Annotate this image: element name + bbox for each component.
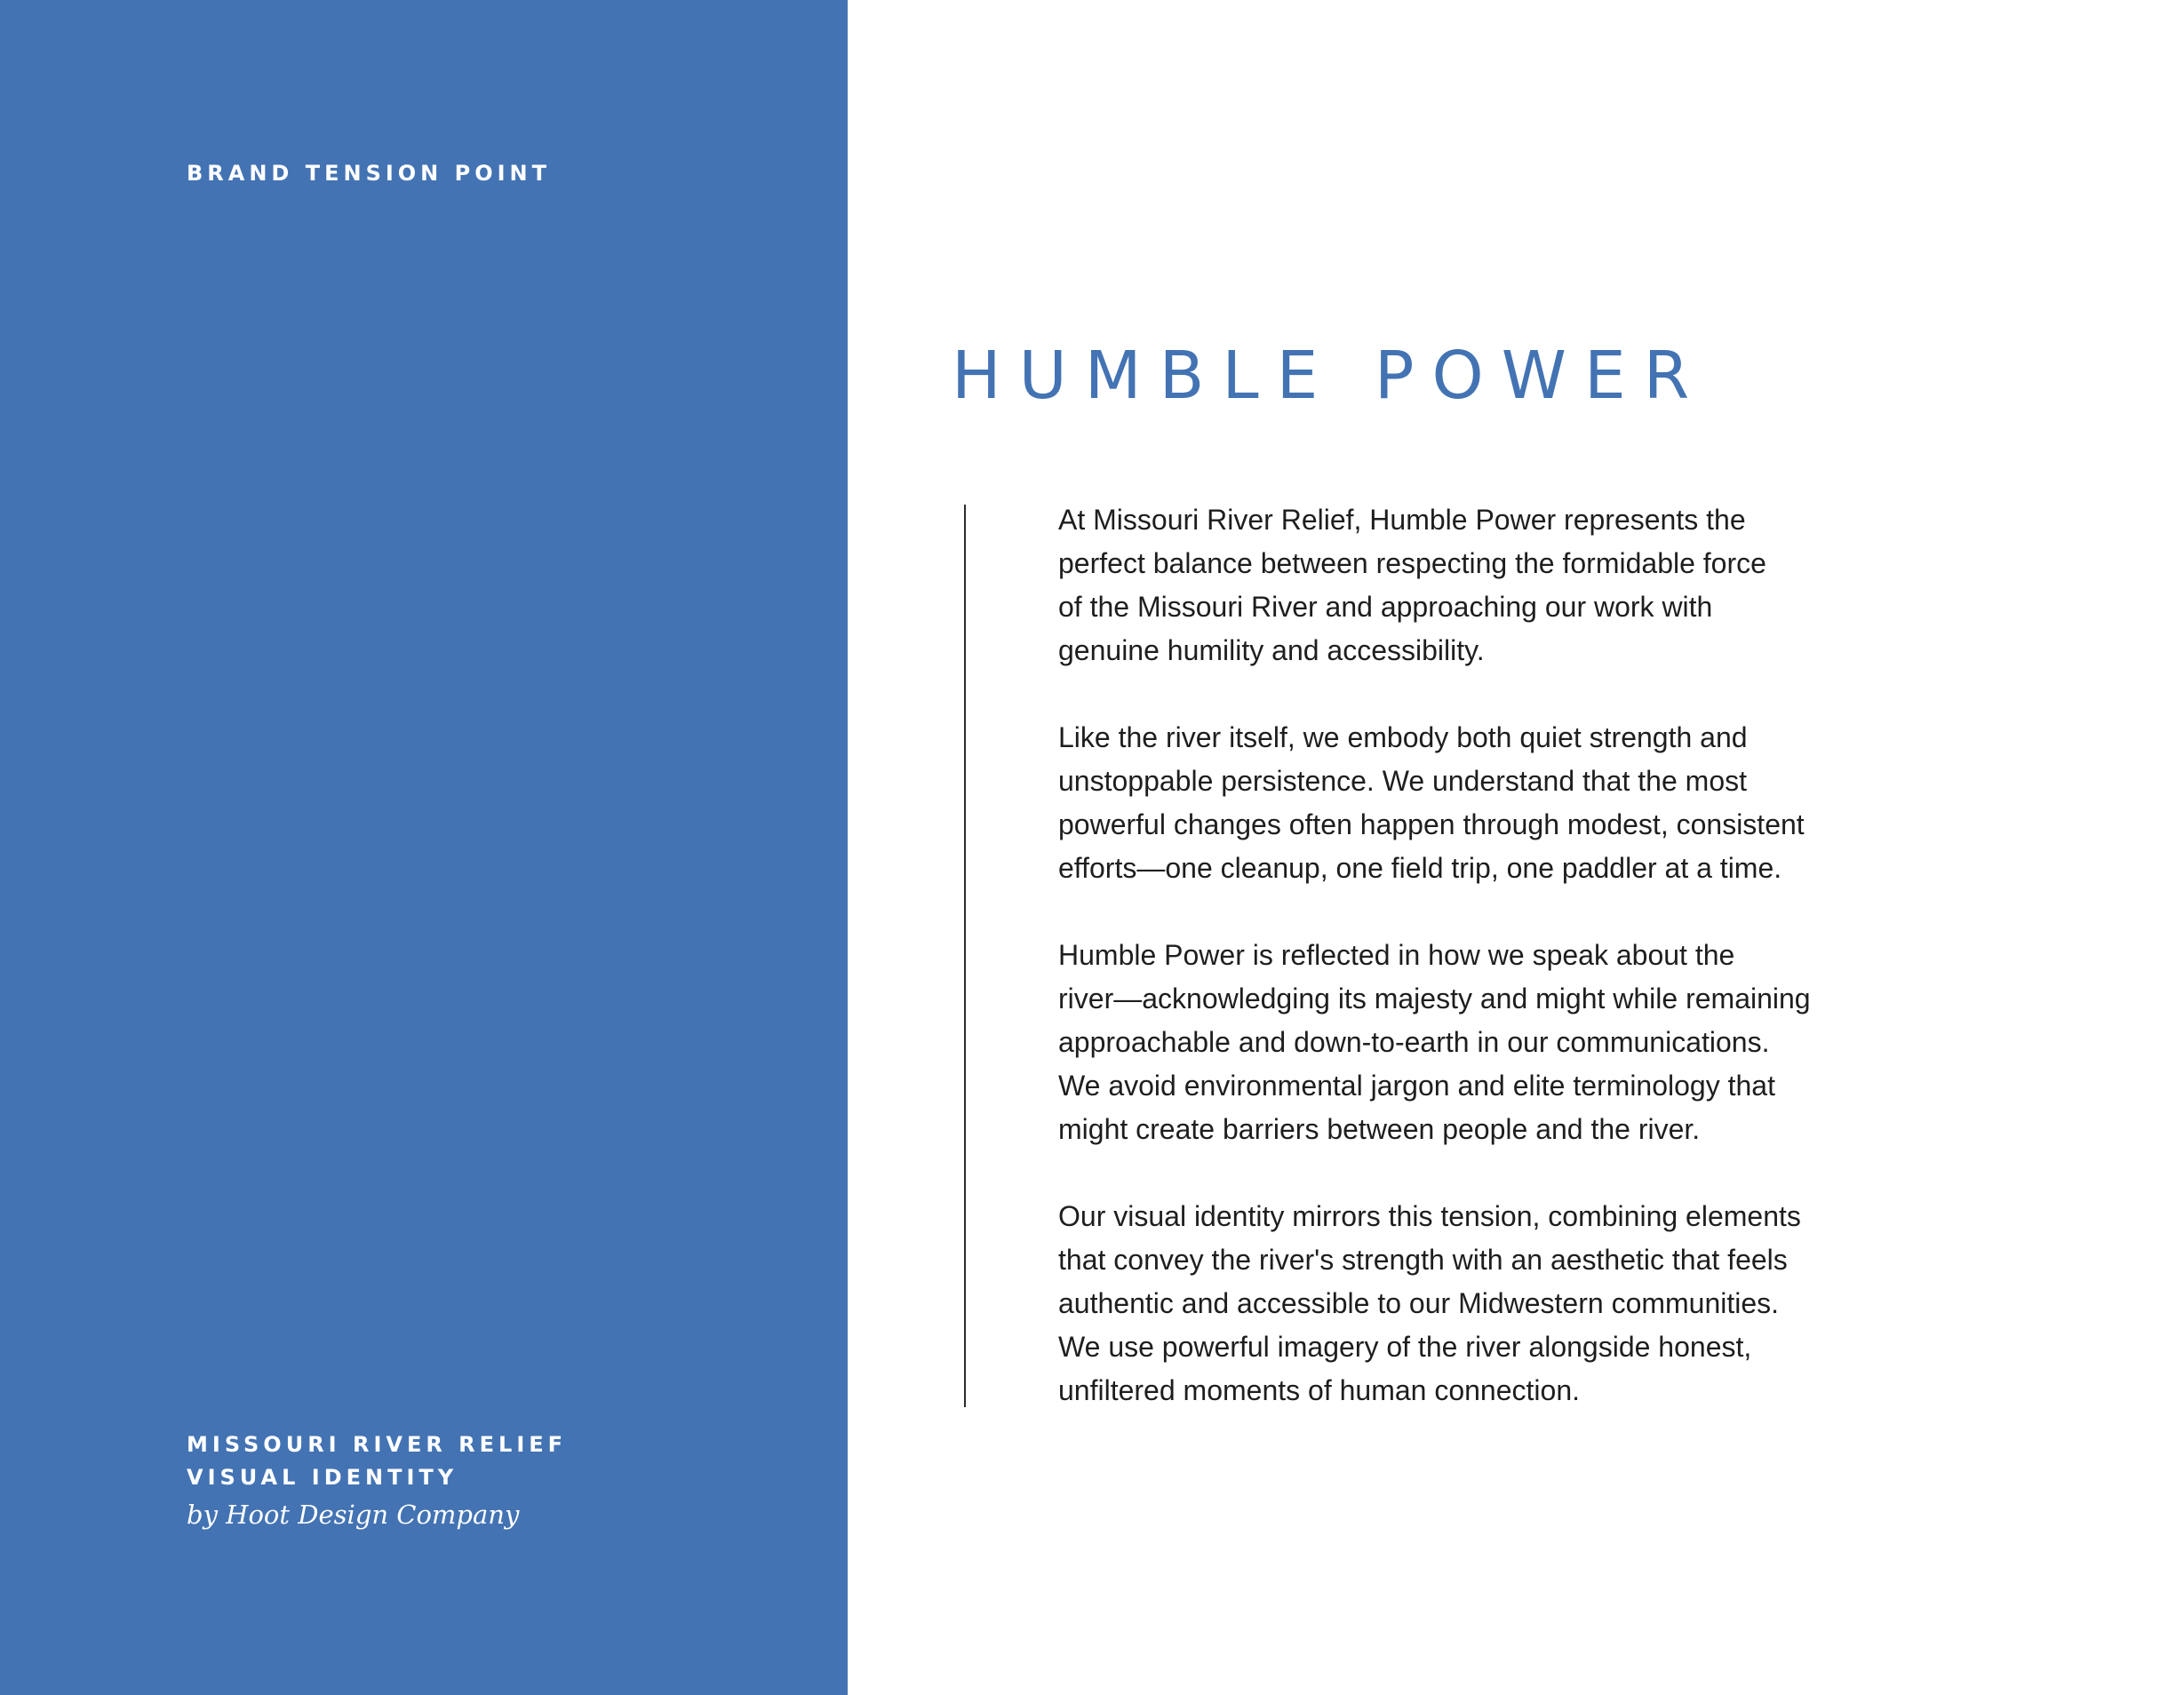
paragraph-visual-identity: Our visual identity mirrors this tension, combining elements that convey the river's strength with an aesthetic that feels authentic and accessible to our Midwestern communities. We use powerful imagery of the river alongside honest, unfiltered moments of human connection. bbox=[1058, 1200, 1801, 1406]
document-footer bbox=[187, 1428, 567, 1532]
body-copy bbox=[1058, 498, 1893, 1412]
page-title: HUMBLE POWER bbox=[952, 338, 1708, 414]
paragraph-intro: At Missouri River Relief, Humble Power represents the perfect balance between respecting the formidable force of the Missouri River and approaching our work with genuine humility and accessibility. bbox=[1058, 504, 1766, 666]
footer-credit: by Hoot Design Company bbox=[187, 1500, 520, 1530]
section-label: BRAND TENSION POINT bbox=[187, 161, 551, 186]
paragraph-voice: Humble Power is reflected in how we speak about the river—acknowledging its majesty and might while remaining approachable and down-to-earth in our communications. We avoid environmental jargon and elite terminology that might create barriers between people and the river. bbox=[1058, 939, 1811, 1145]
vertical-divider bbox=[964, 505, 966, 1407]
footer-document-name: VISUAL IDENTITY bbox=[187, 1465, 458, 1490]
sidebar-panel bbox=[0, 0, 848, 1695]
footer-organization: MISSOURI RIVER RELIEF bbox=[187, 1432, 568, 1457]
paragraph-strength: Like the river itself, we embody both quiet strength and unstoppable persistence. We understand that the most powerful changes often happen through modest, consistent efforts—one cleanup, one field trip, one paddler at a time. bbox=[1058, 721, 1805, 884]
